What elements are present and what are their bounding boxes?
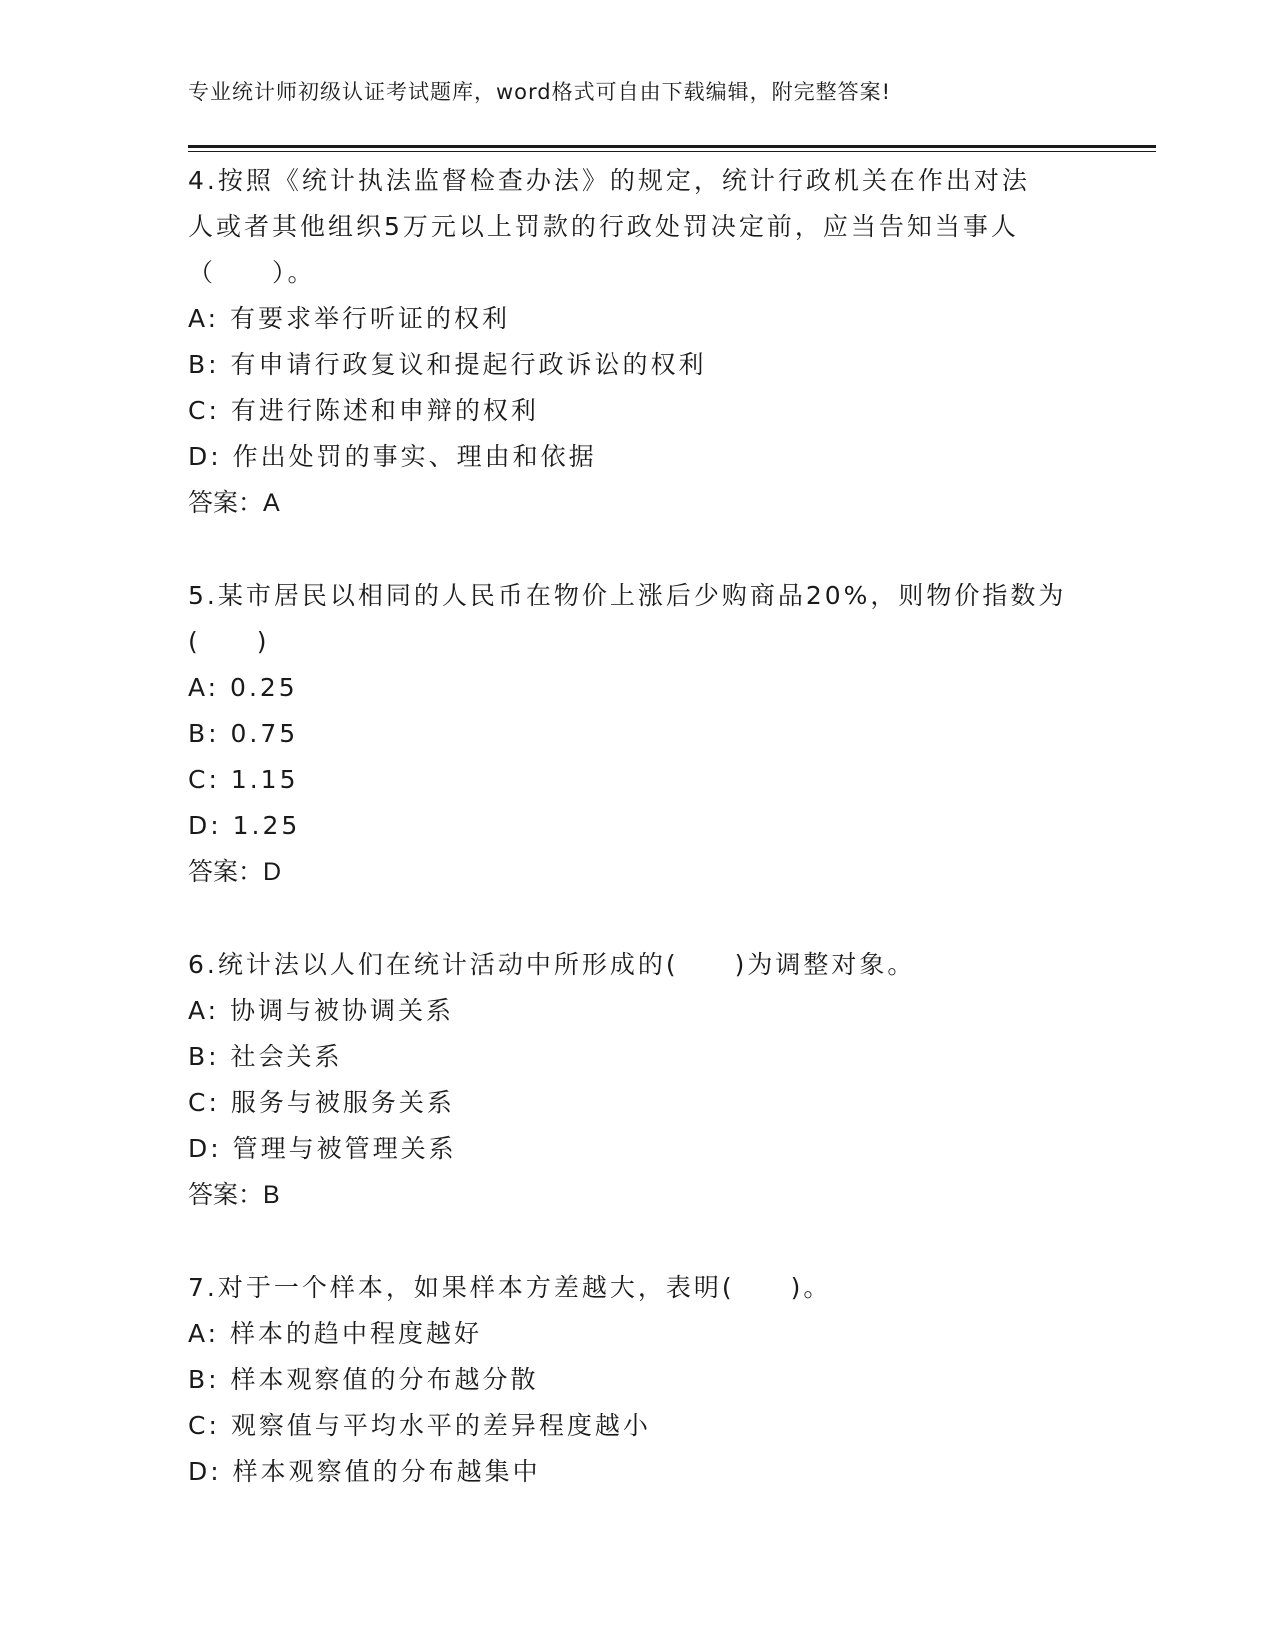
- question-5: [188, 573, 1088, 895]
- answer-label: 答案：A: [188, 489, 280, 517]
- option-d: D: 作出处罚的事实、理由和依据: [188, 442, 597, 471]
- question-stem: 7.对于一个样本，如果样本方差越大，表明( )。: [188, 1273, 832, 1302]
- option-b: B: 0.75: [188, 719, 299, 748]
- option-a: A: 样本的趋中程度越好: [188, 1319, 483, 1348]
- option-c: C: 1.15: [188, 765, 299, 794]
- question-4: [188, 158, 1088, 526]
- answer-label: 答案：B: [188, 1181, 280, 1209]
- option-b: B: 样本观察值的分布越分散: [188, 1365, 539, 1394]
- question-6: [188, 942, 1088, 1218]
- option-b: B: 有申请行政复议和提起行政诉讼的权利: [188, 350, 707, 379]
- question-list: [188, 158, 1088, 1542]
- answer-label: 答案：D: [188, 858, 282, 886]
- question-stem: 6.统计法以人们在统计活动中所形成的( )为调整对象。: [188, 950, 916, 979]
- option-a: A: 协调与被协调关系: [188, 996, 455, 1025]
- header-divider-thin: [188, 151, 1156, 152]
- option-c: C: 有进行陈述和申辩的权利: [188, 396, 539, 425]
- question-7: [188, 1265, 1088, 1495]
- option-d: D: 管理与被管理关系: [188, 1134, 457, 1163]
- option-b: B: 社会关系: [188, 1042, 343, 1071]
- option-d: D: 样本观察值的分布越集中: [188, 1457, 541, 1486]
- question-stem: 4.按照《统计执法监督检查办法》的规定，统计行政机关在作出对法 人或者其他组织5万元以上罚款的行政处罚决定前，应当告知当事人 （ ）。: [188, 166, 1030, 287]
- header-divider-thick: [188, 145, 1156, 148]
- option-a: A: 0.25: [188, 673, 298, 702]
- question-stem: 5.某市居民以相同的人民币在物价上涨后少购商品20%，则物价指数为 ( ): [188, 581, 1067, 656]
- option-d: D: 1.25: [188, 811, 301, 840]
- page-header: 专业统计师初级认证考试题库，word格式可自由下载编辑，附完整答案!: [188, 80, 892, 104]
- option-c: C: 观察值与平均水平的差异程度越小: [188, 1411, 651, 1440]
- option-c: C: 服务与被服务关系: [188, 1088, 455, 1117]
- option-a: A: 有要求举行听证的权利: [188, 304, 511, 333]
